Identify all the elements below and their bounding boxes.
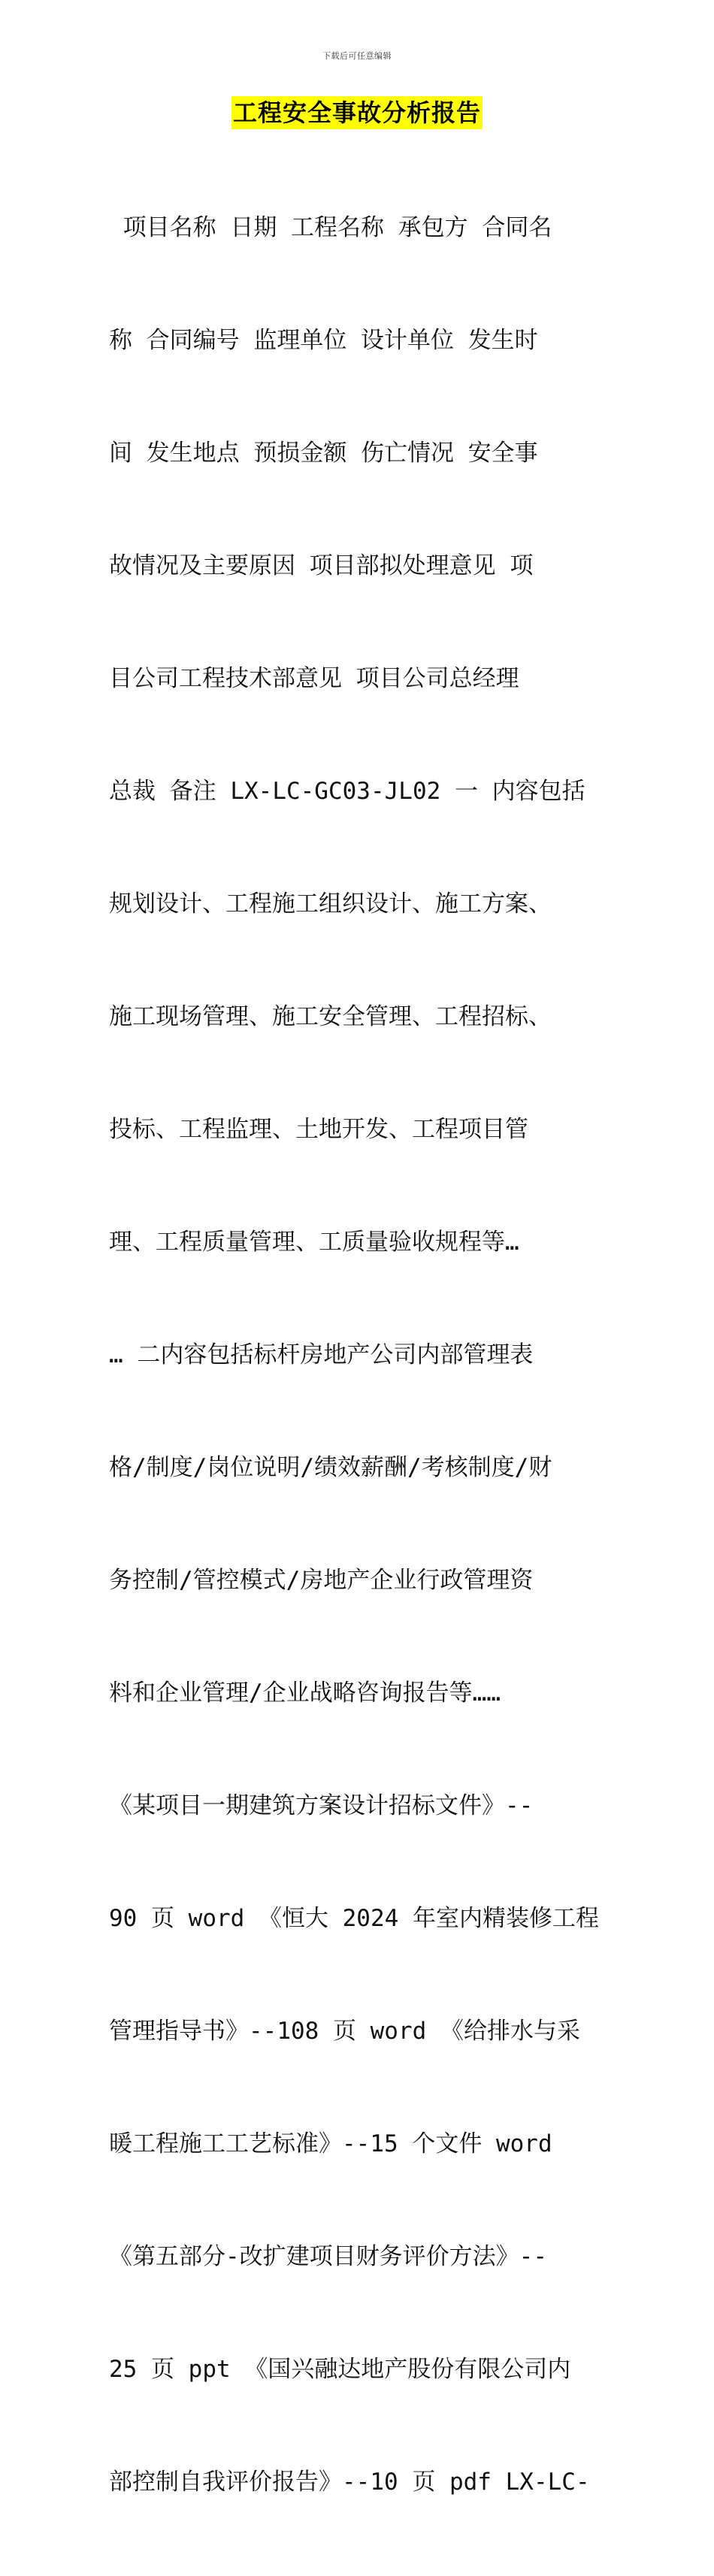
- body-line: … 二内容包括标杆房地产公司内部管理表: [109, 1341, 534, 1368]
- body-line: 总裁 备注 LX-LC-GC03-JL02 一 内容包括: [109, 778, 585, 805]
- body-line: 管理指导书》--108 页 word 《给排水与采: [109, 2018, 580, 2045]
- body-line: 投标、工程监理、土地开发、工程项目管: [109, 1116, 528, 1143]
- body-line: 间 发生地点 预损金额 伤亡情况 安全事: [109, 440, 538, 467]
- body-line: 项目名称 日期 工程名称 承包方 合同名: [109, 214, 552, 241]
- body-line: 称 合同编号 监理单位 设计单位 发生时: [109, 327, 538, 354]
- body-line: 部控制自我评价报告》--10 页 pdf LX-LC-: [109, 2469, 590, 2496]
- document-title: 工程安全事故分析报告: [231, 96, 483, 129]
- body-line: 格/制度/岗位说明/绩效薪酬/考核制度/财: [109, 1454, 552, 1481]
- body-line: 暖工程施工工艺标准》--15 个文件 word: [109, 2130, 552, 2157]
- body-line: 90 页 word 《恒大 2024 年室内精装修工程: [109, 1905, 599, 1932]
- body-line: 故情况及主要原因 项目部拟处理意见 项: [109, 552, 534, 579]
- body-line: 《某项目一期建筑方案设计招标文件》--: [109, 1792, 534, 1819]
- body-line: 《第五部分-改扩建项目财务评价方法》--: [109, 2243, 547, 2270]
- body-line: 25 页 ppt 《国兴融达地产股份有限公司内: [109, 2356, 571, 2383]
- body-line: 施工现场管理、施工安全管理、工程招标、: [109, 1003, 552, 1030]
- body-line: 目公司工程技术部意见 项目公司总经理: [109, 665, 519, 692]
- body-line: 务控制/管控模式/房地产企业行政管理资: [109, 1567, 534, 1594]
- header-note: 下载后可任意编辑: [322, 51, 392, 61]
- body-line: 规划设计、工程施工组织设计、施工方案、: [109, 890, 552, 918]
- body-line: 料和企业管理/企业战略咨询报告等……: [109, 1680, 501, 1707]
- body-line: 理、工程质量管理、工质量验收规程等…: [109, 1229, 519, 1256]
- title-container: [0, 96, 714, 129]
- document-body: [109, 134, 605, 2576]
